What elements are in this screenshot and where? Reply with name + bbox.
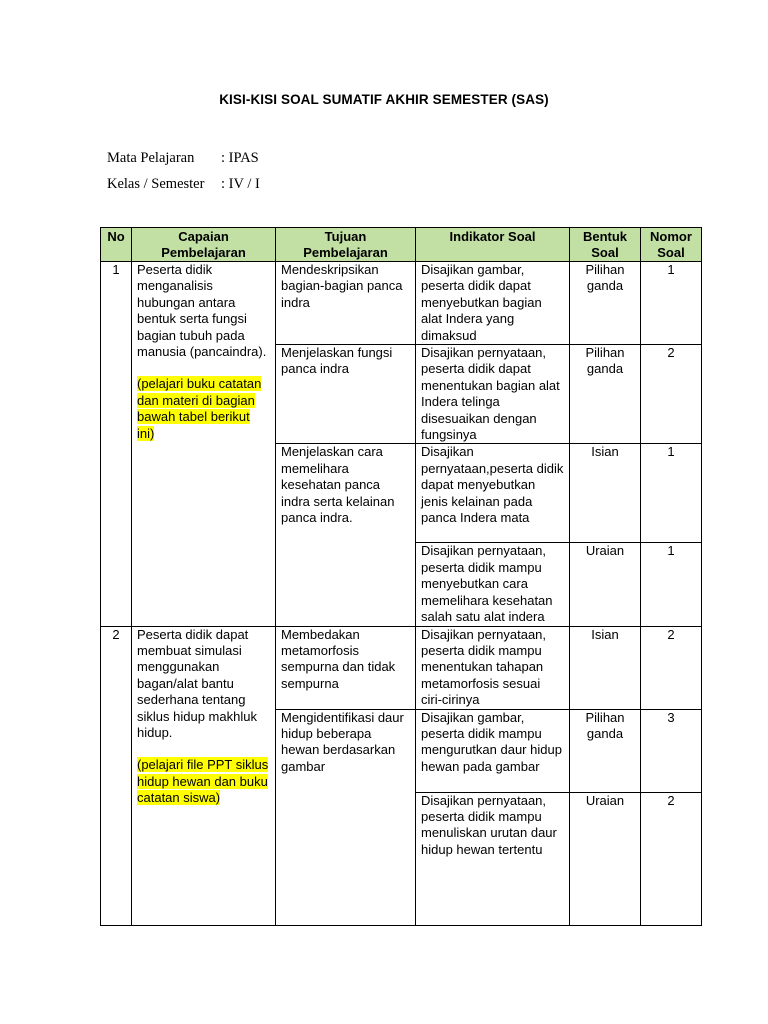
tujuan-cell: Mengidentifikasi daur hidup beberapa hewan berdasarkan gambar [276, 709, 416, 925]
bentuk-cell: Uraian [570, 792, 641, 925]
subject-label: Mata Pelajaran [107, 150, 195, 166]
header-bentuk: Bentuk Soal [570, 228, 641, 262]
nomor-cell: 1 [641, 543, 702, 626]
nomor-cell: 2 [641, 792, 702, 925]
table-row [101, 262, 702, 345]
bentuk-cell: Isian [570, 444, 641, 543]
tujuan-cell: Menjelaskan cara memelihara kesehatan panca indra serta kelainan panca indra. [276, 444, 416, 626]
document-title: KISI-KISI SOAL SUMATIF AKHIR SEMESTER (SAS) [219, 92, 549, 107]
kisi-kisi-table [100, 227, 702, 926]
class-label: Kelas / Semester [107, 176, 205, 192]
study-note-highlight: (pelajari buku catatan dan materi di bagian bawah tabel berikut ini) [137, 376, 262, 441]
header-nomor: Nomor Soal [641, 228, 702, 262]
subject-value: : IPAS [221, 150, 259, 166]
table-header-row [101, 228, 702, 262]
tujuan-cell: Membedakan metamorfosis sempurna dan tidak sempurna [276, 626, 416, 709]
indikator-cell: Disajikan gambar, peserta didik mampu mengurutkan daur hidup hewan pada gambar [416, 709, 570, 792]
class-value: : IV / I [221, 176, 260, 192]
indikator-cell: Disajikan gambar, peserta didik dapat menyebutkan bagian alat Indera yang dimaksud [416, 262, 570, 345]
indikator-cell: Disajikan pernyataan,peserta didik dapat menyebutkan jenis kelainan pada panca Indera mata [416, 444, 570, 543]
capaian-cell [132, 262, 276, 627]
indikator-cell: Disajikan pernyataan, peserta didik mampu menyebutkan cara memelihara kesehatan salah satu alat indera [416, 543, 570, 626]
indikator-cell: Disajikan pernyataan, peserta didik dapat menentukan bagian alat Indera telinga disesuaikan dengan fungsinya [416, 345, 570, 444]
header-no: No [101, 228, 132, 262]
tujuan-cell: Menjelaskan fungsi panca indra [276, 345, 416, 444]
capaian-text: Peserta didik menganalisis hubungan antara bentuk serta fungsi bagian tubuh pada manusia (pancaindra). [137, 262, 267, 360]
row-no: 1 [101, 262, 132, 627]
tujuan-cell: Mendeskripsikan bagian-bagian panca indra [276, 262, 416, 345]
nomor-cell: 2 [641, 626, 702, 709]
bentuk-cell: Pilihan ganda [570, 345, 641, 444]
header-indikator: Indikator Soal [416, 228, 570, 262]
indikator-cell: Disajikan pernyataan, peserta didik mampu menuliskan urutan daur hidup hewan tertentu [416, 792, 570, 925]
nomor-cell: 1 [641, 444, 702, 543]
table-row [101, 626, 702, 709]
row-no: 2 [101, 626, 132, 925]
nomor-cell: 1 [641, 262, 702, 345]
study-note [137, 376, 270, 442]
capaian-text: Peserta didik dapat membuat simulasi menggunakan bagan/alat bantu sederhana tentang siklus hidup makhluk hidup. [137, 626, 257, 740]
bentuk-cell: Pilihan ganda [570, 262, 641, 345]
bentuk-cell: Pilihan ganda [570, 709, 641, 792]
bentuk-cell: Uraian [570, 543, 641, 626]
study-note-highlight: (pelajari file PPT siklus hidup hewan dan buku catatan siswa) [137, 757, 269, 806]
subject-line [107, 150, 259, 167]
indikator-cell: Disajikan pernyataan, peserta didik mampu menentukan tahapan metamorfosis sesuai ciri-cirinya [416, 626, 570, 709]
nomor-cell: 2 [641, 345, 702, 444]
bentuk-cell: Isian [570, 626, 641, 709]
study-note [137, 757, 270, 806]
header-tujuan: Tujuan Pembelajaran [276, 228, 416, 262]
class-line [107, 176, 260, 193]
header-capaian: Capaian Pembelajaran [132, 228, 276, 262]
nomor-cell: 3 [641, 709, 702, 792]
capaian-cell [132, 626, 276, 925]
